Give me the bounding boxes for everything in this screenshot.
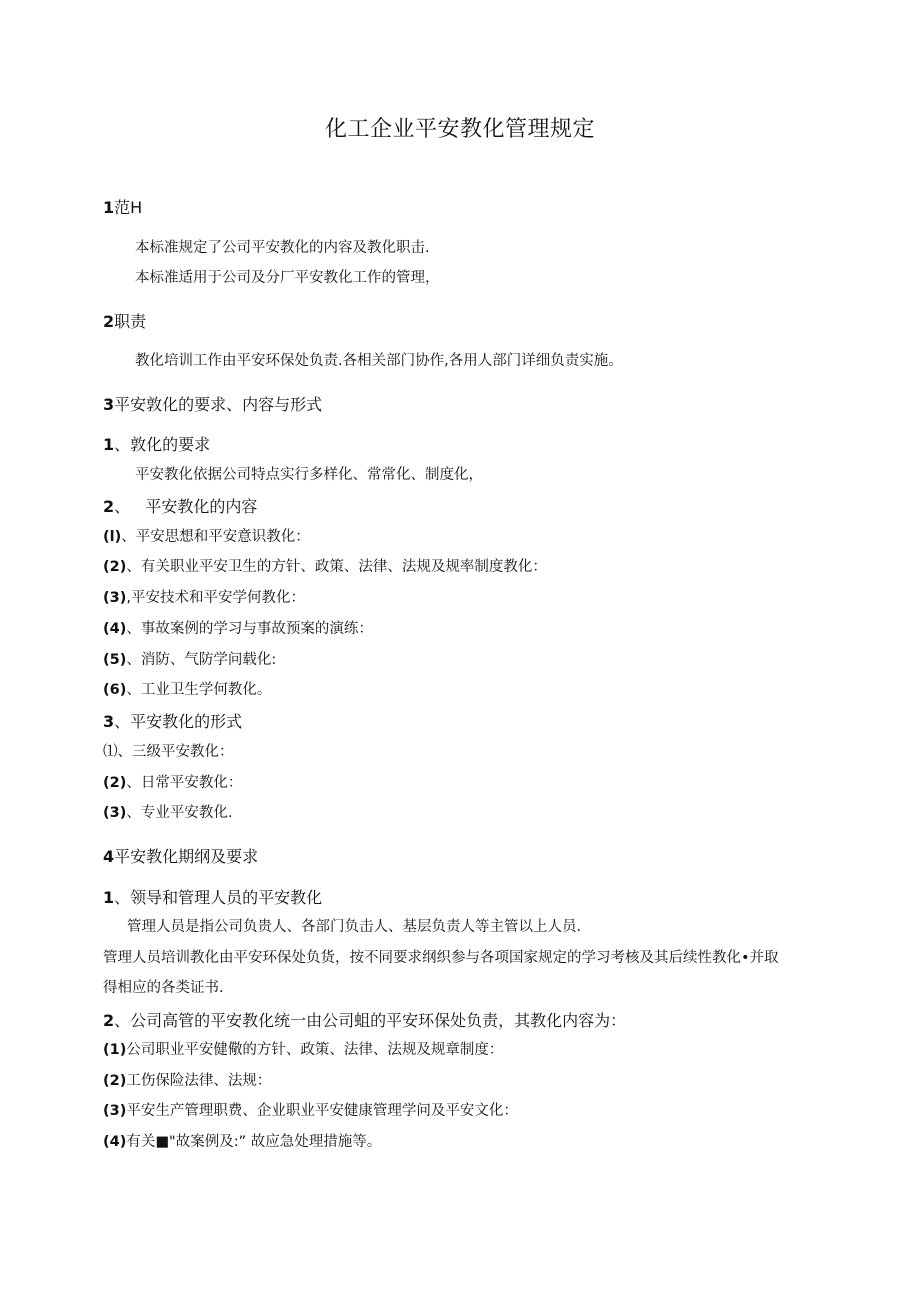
subsection-heading: [103, 1011, 626, 1030]
list-item-number: (3): [103, 1103, 127, 1119]
section-3-heading: [103, 395, 322, 414]
list-item-number: (3): [103, 805, 127, 821]
section-1-heading: [103, 198, 142, 217]
list-item-text: 平安生产管理职费、企业职业平安健康管理学问及平安文化：: [126, 1103, 518, 1119]
list-item-number: (4): [103, 621, 127, 637]
subsection-number: 1: [103, 888, 115, 907]
list-item-number: (3): [103, 590, 127, 606]
list-item-text: 、有关职业平安卫生的方针、政策、法律、法规及规率制度教化：: [126, 559, 547, 575]
subsection-text: 、平安教化的形式: [114, 712, 243, 731]
list-item-number: (2): [103, 559, 127, 575]
list-item: [103, 805, 232, 822]
subsection-number: 2: [103, 497, 115, 516]
list-item: [103, 1073, 271, 1090]
subsection-text: 、公司高管的平安教化统一由公司蛆的平安环保处负责，其教化内容为：: [114, 1011, 627, 1030]
section-number: 3: [103, 395, 115, 414]
subsection-heading: [103, 435, 210, 454]
list-item: [103, 1042, 503, 1059]
list-item-number: (l): [103, 529, 122, 545]
subsection-number: 2: [103, 1011, 115, 1030]
subsection-text: 、领导和管理人员的平安教化: [114, 888, 323, 907]
section-heading-text: 平安教化期纲及要求: [114, 847, 259, 866]
list-item-number: (4): [103, 1134, 127, 1150]
list-item-number: (2): [103, 775, 127, 791]
document-title: 化工企业平安教化管理规定: [324, 117, 595, 142]
subsection-heading: [103, 888, 322, 907]
list-item-text: 公司职业平安健儆的方针、政策、法律、法规及规章制度：: [126, 1042, 504, 1058]
list-item-text: ,平安技术和平安学何教化：: [126, 590, 305, 606]
list-item-number: ⑴: [103, 744, 118, 760]
list-item: [103, 744, 234, 761]
section-heading-text: 范H: [114, 198, 143, 217]
list-item-number: (1): [103, 1042, 127, 1058]
list-item-text: 、专业平安教化.: [126, 805, 233, 821]
list-item-number: (2): [103, 1073, 127, 1089]
list-item-text: 、日常平安教化：: [126, 775, 243, 791]
list-item-text: 工伤保险法律、法规：: [126, 1073, 272, 1089]
subsection-text: 、 平安教化的内容: [114, 497, 258, 516]
paragraph-continuation: 得相应的各类证书.: [103, 980, 224, 996]
list-item-number: (5): [103, 652, 127, 668]
list-item-number: (6): [103, 682, 127, 698]
list-item-text: 、三级平安教化：: [117, 744, 234, 760]
list-item-text: 、事故案例的学习与事故预案的演练：: [126, 621, 373, 637]
paragraph: 管理人员培训教化由平安环保处负货，按不同要求纲织参与各项国家规定的学习考核及其后续性教化•并取: [103, 950, 779, 966]
subsection-heading: [103, 497, 257, 516]
list-item: [103, 775, 242, 792]
section-heading-text: 平安敦化的要求、内容与形式: [114, 395, 323, 414]
list-item: [103, 590, 305, 607]
list-item: [103, 1134, 381, 1151]
list-item-text: 、消防、气防学问载化:: [126, 652, 277, 668]
list-item: [103, 621, 373, 638]
section-number: 4: [103, 847, 115, 866]
subsection-heading: [103, 712, 242, 731]
list-item-text: 、工业卫生学何教化。: [126, 682, 272, 698]
paragraph: 本标准规定了公司平安教化的内容及教化职击.: [135, 240, 430, 256]
section-2-heading: [103, 312, 146, 331]
section-number: 2: [103, 312, 115, 331]
section-4-heading: [103, 847, 258, 866]
list-item: [103, 1103, 518, 1120]
paragraph: 本标准适用于公司及分厂平安教化工作的管理，: [135, 270, 440, 286]
section-number: 1: [103, 198, 115, 217]
paragraph: 平安教化依据公司特点实行多样化、常常化、制度化，: [135, 467, 483, 483]
section-heading-text: 职责: [114, 312, 147, 331]
list-item: [103, 529, 310, 546]
paragraph: 管理人员是指公司负贵人、各部门负击人、基层负责人等主管以上人员.: [127, 919, 582, 935]
paragraph: 教化培训工作由平安环保处负责.各相关部门协作,各用人部门详细负责实施。: [135, 353, 623, 369]
list-item-text: 有关■"故案例及:” 故应急处理措施等。: [126, 1134, 382, 1150]
subsection-number: 3: [103, 712, 115, 731]
subsection-number: 1: [103, 435, 115, 454]
subsection-text: 、敦化的要求: [114, 435, 211, 454]
list-item-text: 、平安思想和平安意识教化：: [121, 529, 310, 545]
list-item: [103, 652, 276, 669]
list-item: [103, 559, 547, 576]
list-item: [103, 682, 271, 699]
